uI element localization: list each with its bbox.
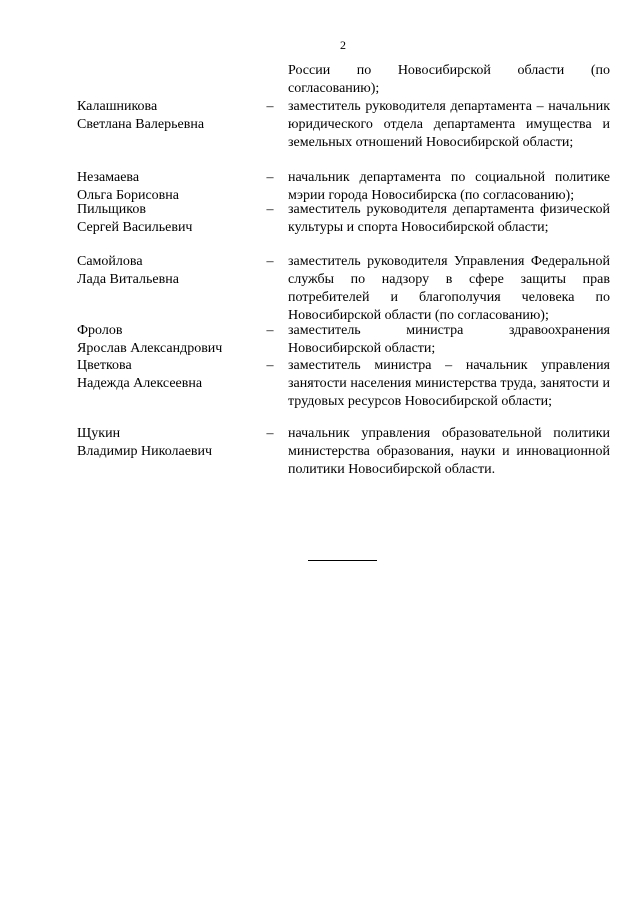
member-name	[77, 425, 262, 461]
member-position: начальник департамента по социальной политике мэрии города Новосибирска (по согласованию);	[288, 170, 610, 203]
member-surname: Щукин	[77, 426, 121, 441]
member-name	[77, 322, 262, 358]
dash: –	[266, 426, 274, 441]
dash: –	[266, 358, 274, 373]
member-surname: Самойлова	[77, 254, 143, 269]
member-name	[77, 169, 262, 205]
continuation-text: России по Новосибирской области (по согласованию);	[288, 63, 610, 96]
member-name	[77, 98, 262, 134]
member-given-name: Надежда Алексеевна	[77, 376, 203, 391]
member-surname: Фролов	[77, 323, 123, 338]
member-given-name: Лада Витальевна	[77, 272, 179, 287]
member-given-name: Ярослав Александрович	[77, 341, 223, 356]
dash: –	[266, 323, 274, 338]
member-name	[77, 253, 262, 289]
member-position: заместитель министра здравоохранения Новосибирской области;	[288, 323, 610, 356]
member-position: начальник управления образовательной политики министерства образования, науки и инновационной политики Новосибирской области.	[288, 426, 610, 477]
dash: –	[266, 202, 274, 217]
member-position: заместитель руководителя Управления Федеральной службы по надзору в сфере защиты прав потребителей и благополучия человека по Новосибирской области (по согласованию);	[288, 254, 610, 323]
member-given-name: Светлана Валерьевна	[77, 117, 205, 132]
member-surname: Незамаева	[77, 170, 140, 185]
member-position: заместитель министра – начальник управления занятости населения министерства труда, занятости и трудовых ресурсов Новосибирской области;	[288, 358, 610, 409]
dash: –	[266, 99, 274, 114]
end-divider	[308, 560, 377, 561]
dash: –	[266, 170, 274, 185]
member-name	[77, 201, 262, 237]
member-given-name: Ольга Борисовна	[77, 188, 179, 203]
member-surname: Цветкова	[77, 358, 132, 373]
member-given-name: Сергей Васильевич	[77, 220, 193, 235]
member-given-name: Владимир Николаевич	[77, 444, 213, 459]
member-position: заместитель руководителя департамента физической культуры и спорта Новосибирской области;	[288, 202, 610, 235]
dash: –	[266, 254, 274, 269]
member-name	[77, 357, 262, 393]
member-surname: Пильщиков	[77, 202, 146, 217]
member-position: заместитель руководителя департамента – начальник юридического отдела департамента имущества и земельных отношений Новосибирской области;	[288, 99, 610, 150]
page-number: 2	[340, 38, 346, 52]
member-surname: Калашникова	[77, 99, 158, 114]
